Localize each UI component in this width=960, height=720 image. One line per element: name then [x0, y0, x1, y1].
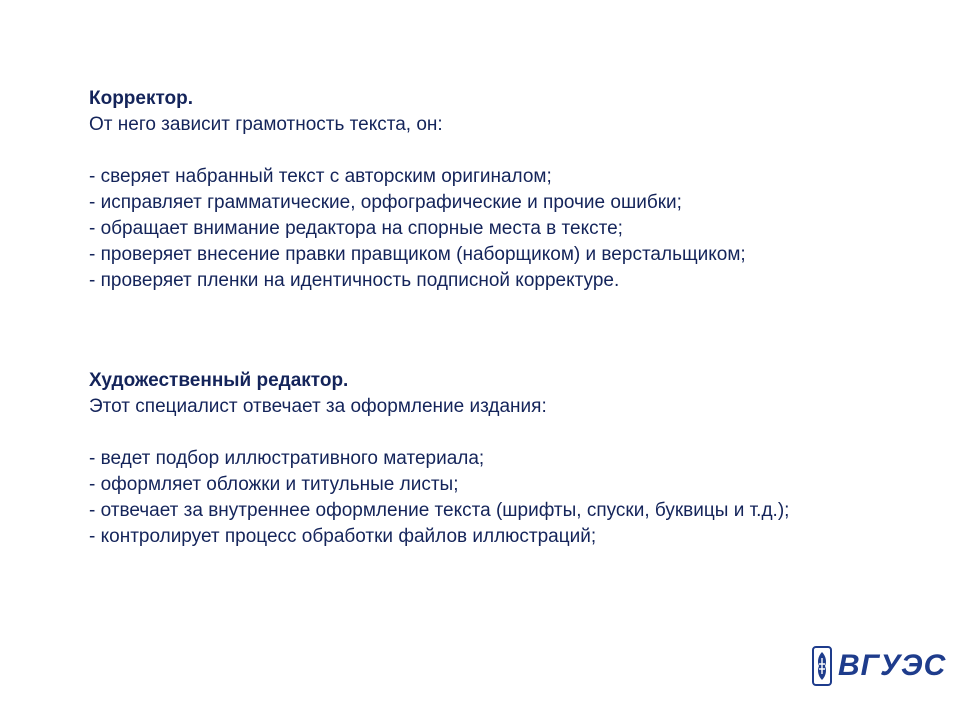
- list-item: - обращает внимание редактора на спорные места в тексте;: [89, 218, 623, 239]
- emblem-icon: [812, 646, 832, 686]
- section-art-editor: [89, 368, 869, 550]
- list-item: - проверяет внесение правки правщиком (наборщиком) и верстальщиком;: [89, 244, 746, 265]
- list-item: - проверяет пленки на идентичность подписной корректуре.: [89, 270, 620, 291]
- list-item: - сверяет набранный текст с авторским оригиналом;: [89, 166, 552, 187]
- spacer: [89, 420, 869, 446]
- section-proofreader: [89, 86, 869, 294]
- list-item: - оформляет обложки и титульные листы;: [89, 474, 459, 495]
- spacer: [89, 138, 869, 164]
- university-logo: [812, 644, 947, 688]
- list-item: - ведет подбор иллюстративного материала;: [89, 448, 485, 469]
- section-heading: Художественный редактор.: [89, 370, 349, 391]
- list-item: - исправляет грамматические, орфографические и прочие ошибки;: [89, 192, 682, 213]
- section-intro: От него зависит грамотность текста, он:: [89, 114, 443, 135]
- list-item: - контролирует процесс обработки файлов иллюстраций;: [89, 526, 597, 547]
- list-item: - отвечает за внутреннее оформление текста (шрифты, спуски, буквицы и т.д.);: [89, 500, 790, 521]
- section-heading: Корректор.: [89, 88, 194, 109]
- logo-text: ВГУЭС: [838, 649, 947, 682]
- section-intro: Этот специалист отвечает за оформление издания:: [89, 396, 547, 417]
